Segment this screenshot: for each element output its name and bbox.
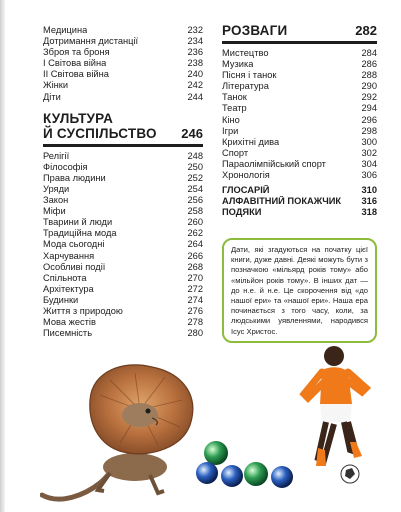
toc-entry-page: 272: [187, 283, 203, 294]
toc-entry: [222, 170, 377, 181]
toc-entry-page: 256: [187, 195, 203, 206]
toc-entry-page: 288: [361, 70, 377, 81]
toc-entry: [43, 162, 203, 173]
toc-entry-title: Традиційна мода: [43, 228, 117, 239]
toc-entry-title: Уряди: [43, 183, 70, 194]
toc-entry: [43, 295, 203, 306]
left-column: [43, 25, 203, 339]
toc-entry: [43, 25, 203, 36]
toc-entry-title: АЛФАВІТНИЙ ПОКАЖЧИК: [222, 196, 342, 207]
toc-entry-title: Життя з природою: [43, 305, 123, 316]
toc-entry-page: 238: [187, 58, 203, 69]
toc-entry-title: Медицина: [43, 25, 88, 35]
football-player-image: [292, 342, 372, 488]
toc-entry: [43, 239, 203, 250]
toc-entry: [43, 151, 203, 162]
toc-entry: [43, 228, 203, 239]
toc-entry-page: 250: [187, 161, 203, 172]
toc-entry-page: 276: [187, 305, 203, 316]
toc-entry-title: Писемність: [43, 328, 93, 339]
toc-entry: [43, 47, 203, 58]
toc-entry: [222, 137, 377, 148]
toc-entry: [43, 92, 203, 103]
toc-entry-title: Мистецтво: [222, 48, 269, 58]
toc-entry-page: 268: [187, 261, 203, 272]
toc-entry: [43, 262, 203, 273]
toc-entry-page: 304: [361, 158, 377, 169]
toc-entry: [43, 284, 203, 295]
toc-entry-title: Мова жестів: [43, 317, 96, 328]
toc-entry-title: ПОДЯКИ: [222, 207, 262, 218]
section-rule: [222, 41, 377, 44]
toc-entry-title: Дотримання дистанції: [43, 36, 139, 47]
toc-entry: [222, 48, 377, 59]
toc-entry-title: Закон: [43, 195, 69, 206]
toc-entry-title: Музика: [222, 59, 254, 70]
toc-entry: [43, 195, 203, 206]
toc-entry-page: 290: [361, 81, 377, 92]
toc-entry: [43, 69, 203, 80]
toc-entry: [43, 58, 203, 69]
toc-entry-title: Ігри: [222, 125, 239, 136]
toc-entry-title: Танок: [222, 92, 247, 103]
toc-entry-page: 292: [361, 92, 377, 103]
dates-note: Дати, які згадуються на початку цієї книги, дуже давні. Деякі можуть бути з позначкою «мільярд років тому» або «мільйон років тому». В інших дат — до н.е. й н.е. Це скорочення від «до нашої ери» та «нашої ери». Наша ера починається з того часу, коли, за людськими уявленнями, народився Ісус Христос.: [222, 238, 377, 343]
toc-entry-title: Харчування: [43, 250, 95, 261]
toc-entry-title: І Світова війна: [43, 58, 107, 69]
toc-entry-page: 316: [361, 196, 377, 207]
toc-entry-title: Кіно: [222, 114, 240, 125]
page-spine-shadow: [0, 0, 5, 512]
toc-entry: [222, 81, 377, 92]
toc-entry: [222, 115, 377, 126]
rozvagy-page: 282: [355, 23, 377, 38]
toc-entry-title: Пісня і танок: [222, 70, 277, 81]
toc-entry-title: Література: [222, 81, 269, 92]
toc-entry-title: Архітектура: [43, 283, 94, 294]
left-top-list: [43, 25, 203, 103]
toc-entry-page: 242: [187, 80, 203, 91]
toc-entry: [43, 306, 203, 317]
toc-entry: [43, 184, 203, 195]
culture-section: [43, 111, 203, 340]
toc-entry-page: 234: [187, 36, 203, 47]
toc-entry-page: 258: [187, 206, 203, 217]
toc-entry-page: 310: [361, 185, 377, 196]
section-rule: [43, 144, 203, 147]
toc-entry: [43, 217, 203, 228]
toc-entry-title: Параолімпійський спорт: [222, 158, 326, 169]
toc-entry-title: ГЛОСАРІЙ: [222, 185, 270, 196]
toc-entry-page: 286: [361, 59, 377, 70]
toc-entry-page: 254: [187, 183, 203, 194]
toc-entry-page: 284: [361, 48, 377, 58]
toc-entry: [43, 251, 203, 262]
toc-entry-page: 302: [361, 147, 377, 158]
toc-entry: [43, 173, 203, 184]
toc-entry: [222, 103, 377, 114]
toc-entry-page: 278: [187, 317, 203, 328]
toc-entry-page: 318: [361, 207, 377, 218]
toc-entry-title: Хронологія: [222, 170, 270, 181]
toc-entry: [222, 126, 377, 137]
toc-entry-page: 298: [361, 125, 377, 136]
toc-entry: [222, 185, 377, 196]
rozvagy-heading: [222, 23, 377, 38]
toc-entry-page: 262: [187, 228, 203, 239]
toc-entry: [222, 207, 377, 218]
toc-entry-title: Жінки: [43, 80, 69, 91]
toc-entry-page: 252: [187, 172, 203, 183]
toc-entry-title: Мода сьогодні: [43, 239, 105, 250]
toc-entry: [222, 92, 377, 103]
culture-title-line1: КУЛЬТУРА: [43, 110, 114, 126]
rozvagy-title: РОЗВАГИ: [222, 23, 288, 38]
culture-title-line2: Й СУСПІЛЬСТВО: [43, 125, 157, 141]
toc-entry: [43, 328, 203, 339]
toc-entry-title: ІІ Світова війна: [43, 69, 109, 80]
toc-entry: [222, 59, 377, 70]
toc-entry-page: 270: [187, 272, 203, 283]
toc-entry-page: 240: [187, 69, 203, 80]
toc-entry-title: Спільнота: [43, 272, 87, 283]
toc-entry-page: 300: [361, 136, 377, 147]
toc-entry-page: 280: [187, 328, 203, 339]
toc-entry-page: 236: [187, 47, 203, 58]
toc-entry-title: Спорт: [222, 147, 249, 158]
toc-entry-page: 244: [187, 91, 203, 102]
toc-entry: [43, 317, 203, 328]
toc-entry-title: Зброя та броня: [43, 47, 110, 58]
toc-entry-page: 294: [361, 103, 377, 114]
toc-entry: [43, 206, 203, 217]
frilled-lizard-image: [40, 355, 220, 507]
toc-entry-title: Тварини й люди: [43, 217, 113, 228]
toc-entry-page: 248: [187, 150, 203, 161]
toc-entry-page: 232: [187, 25, 203, 35]
toc-entry: [222, 196, 377, 207]
toc-entry-title: Міфи: [43, 206, 66, 217]
toc-entry-title: Театр: [222, 103, 247, 114]
toc-entry-page: 306: [361, 170, 377, 181]
toc-entry: [222, 148, 377, 159]
culture-heading: [43, 126, 203, 141]
toc-entry-page: 296: [361, 114, 377, 125]
toc-entry-page: 266: [187, 250, 203, 261]
toc-entry-title: Діти: [43, 91, 61, 102]
toc-entry: [43, 273, 203, 284]
toc-entry: [43, 36, 203, 47]
toc-entry-page: 264: [187, 239, 203, 250]
toc-entry-title: Крихітні дива: [222, 136, 280, 147]
toc-entry: [222, 70, 377, 81]
toc-entry-title: Права людини: [43, 172, 106, 183]
toc-entry-title: Особливі події: [43, 261, 106, 272]
culture-page: 246: [181, 125, 203, 141]
toc-entry: [43, 80, 203, 91]
back-matter-list: [222, 185, 377, 218]
toc-entry-page: 260: [187, 217, 203, 228]
toc-entry-title: Релігії: [43, 150, 70, 161]
right-column: [222, 23, 377, 218]
toc-entry-title: Філософія: [43, 161, 88, 172]
toc-entry: [222, 159, 377, 170]
toc-entry-page: 274: [187, 294, 203, 305]
toc-entry-title: Будинки: [43, 294, 79, 305]
